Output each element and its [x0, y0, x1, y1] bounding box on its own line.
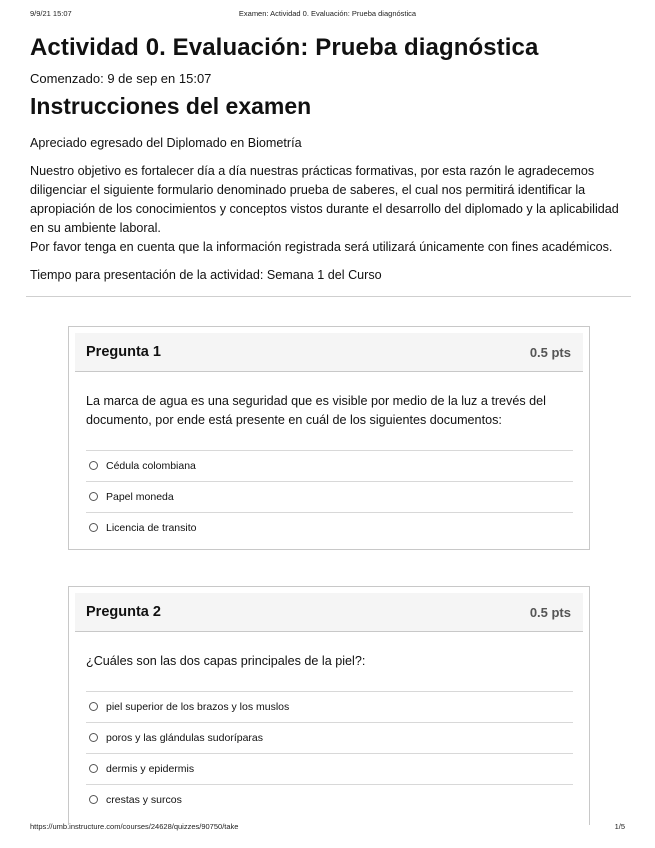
radio-button[interactable] [89, 461, 98, 470]
question-title: Pregunta 2 [86, 604, 161, 620]
print-footer [30, 822, 625, 831]
instructions-heading: Instrucciones del examen [30, 93, 312, 119]
radio-button[interactable] [89, 764, 98, 773]
instructions-objective: Nuestro objetivo es fortalecer día a día nuestras prácticas formativas, por esta razón le agradecemos diligenciar el siguiente formulario denominado prueba de saberes, el cual nos permitirá identificar la apropiación de los conocimientos y conceptos vistos durante el desarrollo del diplomado y la aplicabilidad en su ambiente laboral. [30, 164, 619, 235]
answer-label[interactable]: Cédula colombiana [106, 460, 196, 472]
started-timestamp: Comenzado: 9 de sep en 15:07 [30, 71, 212, 86]
instructions-deadline: Tiempo para presentación de la actividad: Semana 1 del Curso [30, 268, 382, 282]
page-title: Actividad 0. Evaluación: Prueba diagnóstica [30, 34, 539, 61]
question-text: ¿Cuáles son las dos capas principales de la piel?: [86, 654, 366, 668]
answer-option[interactable] [86, 513, 573, 543]
answer-option[interactable] [86, 723, 573, 754]
answer-label[interactable]: crestas y surcos [106, 794, 182, 806]
answer-label[interactable]: Licencia de transito [106, 522, 197, 534]
answer-option[interactable] [86, 451, 573, 482]
quiz-content [30, 32, 627, 297]
answer-label[interactable]: Papel moneda [106, 491, 174, 503]
print-header [30, 9, 625, 21]
answer-list [86, 691, 573, 815]
print-doc-title: Examen: Actividad 0. Evaluación: Prueba diagnóstica [238, 9, 417, 18]
question-header [75, 333, 583, 372]
footer-url[interactable]: https://umb.instructure.com/courses/24628/quizzes/90750/take [30, 822, 239, 831]
answer-label[interactable]: dermis y epidermis [106, 763, 195, 775]
radio-button[interactable] [89, 702, 98, 711]
radio-button[interactable] [89, 795, 98, 804]
question-points: 0.5 pts [529, 345, 571, 360]
radio-button[interactable] [89, 492, 98, 501]
answer-label[interactable]: piel superior de los brazos y los muslos [106, 701, 290, 713]
answer-label[interactable]: poros y las glándulas sudoríparas [106, 732, 264, 744]
answer-option[interactable] [86, 692, 573, 723]
answer-option[interactable] [86, 785, 573, 815]
answer-list [86, 450, 573, 543]
question-text: La marca de agua es una seguridad que es visible por medio de la luz a trevés del documento, por ende está presente en cuál de los siguientes documentos: [86, 394, 546, 427]
page-number: 1/5 [614, 822, 625, 831]
radio-button[interactable] [89, 523, 98, 532]
divider [26, 296, 631, 297]
answer-option[interactable] [86, 482, 573, 513]
question-card-2 [68, 586, 590, 825]
radio-button[interactable] [89, 733, 98, 742]
instructions-body [30, 134, 627, 285]
question-title: Pregunta 1 [86, 344, 161, 360]
print-date: 9/9/21 15:07 [30, 9, 72, 18]
answer-option[interactable] [86, 754, 573, 785]
instructions-greeting: Apreciado egresado del Diplomado en Biometría [30, 136, 302, 150]
question-header [75, 593, 583, 632]
question-points: 0.5 pts [529, 605, 571, 620]
question-card-1 [68, 326, 590, 550]
instructions-privacy: Por favor tenga en cuenta que la información registrada será utilizará únicamente con fines académicos. [30, 240, 613, 254]
